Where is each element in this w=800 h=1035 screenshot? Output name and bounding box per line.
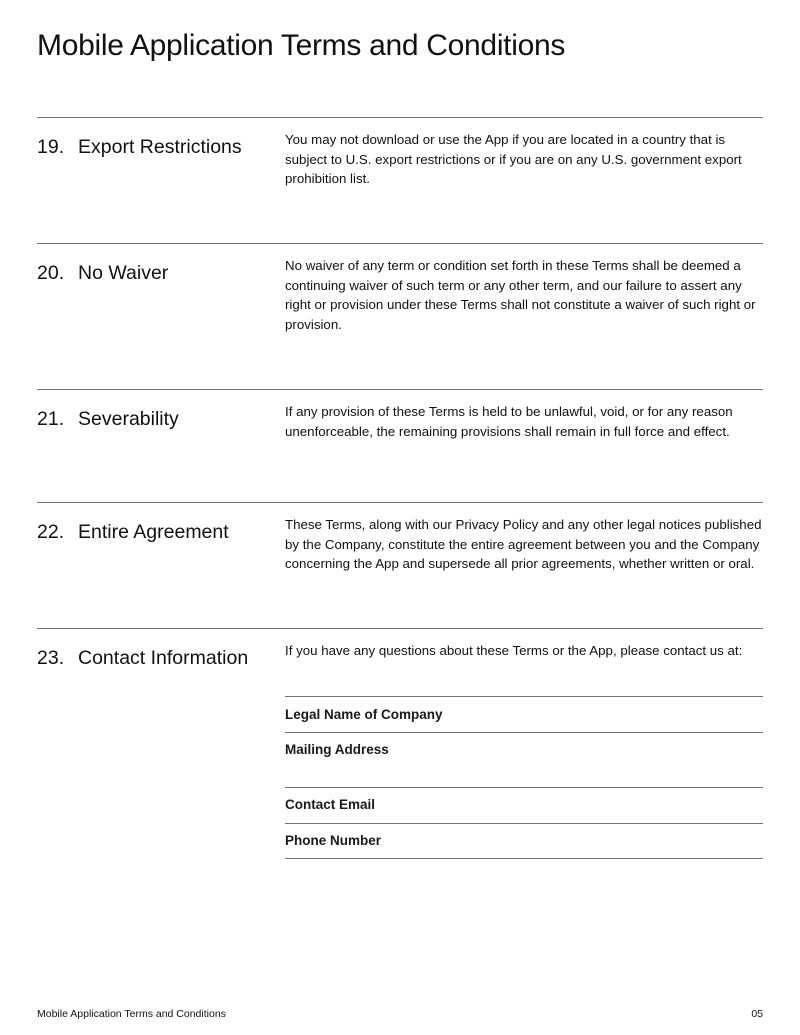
- divider: [285, 823, 763, 824]
- section-body: These Terms, along with our Privacy Policy and any other legal notices published by the Company, constitute the entire agreement between you and the Company concerning the App and supersede all prior agreements, whether written or oral.: [285, 517, 762, 572]
- section-number: 19.: [37, 136, 65, 158]
- section-no-waiver: [37, 243, 763, 332]
- contact-field-company: Legal Name of Company: [285, 707, 443, 722]
- divider: [285, 696, 763, 697]
- divider: [285, 858, 763, 859]
- contact-field-email: Contact Email: [285, 797, 376, 812]
- section-heading: No Waiver: [78, 262, 169, 284]
- section-heading: Export Restrictions: [78, 136, 242, 158]
- contact-field-address: Mailing Address: [285, 742, 389, 757]
- section-number: 20.: [37, 262, 65, 284]
- section-body: If any provision of these Terms is held to be unlawful, void, or for any reason unenforceable, the remaining provisions shall remain in full force and effect.: [285, 404, 733, 439]
- section-heading: Contact Information: [78, 647, 249, 669]
- contact-field-phone: Phone Number: [285, 833, 382, 848]
- section-body: You may not download or use the App if you are located in a country that is subject to U.S. export restrictions or if you are on any U.S. government export prohibition list.: [285, 132, 742, 187]
- divider: [285, 787, 763, 788]
- divider: [285, 732, 763, 733]
- section-body: No waiver of any term or condition set forth in these Terms shall be deemed a continuing waiver of such term or any other term, and our failure to assert any right or provision under these Terms shall not constitute a waiver of such right or provision.: [285, 258, 756, 332]
- section-export-restrictions: [37, 117, 763, 187]
- page-number: 05: [751, 1008, 763, 1020]
- section-number: 23.: [37, 647, 65, 669]
- page-title: Mobile Application Terms and Conditions: [37, 29, 566, 62]
- footer-title: Mobile Application Terms and Conditions: [37, 1008, 226, 1020]
- section-body: If you have any questions about these Terms or the App, please contact us at:: [285, 643, 743, 658]
- section-heading: Severability: [78, 408, 179, 430]
- section-entire-agreement: [37, 502, 763, 572]
- section-contact-information: [37, 628, 763, 669]
- section-number: 21.: [37, 408, 65, 430]
- section-number: 22.: [37, 521, 65, 543]
- section-heading: Entire Agreement: [78, 521, 229, 543]
- section-severability: [37, 389, 763, 439]
